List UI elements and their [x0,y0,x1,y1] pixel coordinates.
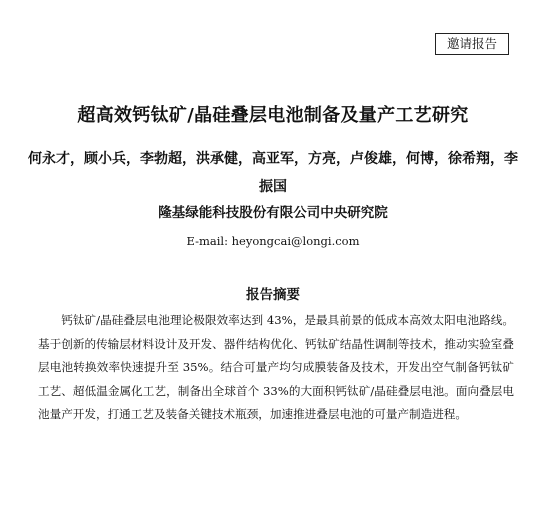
abstract-heading: 报告摘要 [246,287,300,303]
paper-title: 超高效钙钛矿/晶硅叠层电池制备及量产工艺研究 [77,105,469,126]
affiliation: 隆基绿能科技股份有限公司中央研究院 [158,205,388,221]
contact-email: E-mail: heyongcai@longi.com [186,234,360,248]
author-list: 何永才，顾小兵，李勃超，洪承健，高亚军，方亮，卢俊雄，何博，徐希翔，李振国 [28,151,518,195]
report-type-badge: 邀请报告 [435,33,509,55]
abstract-body: 钙钛矿/晶硅叠层电池理论极限效率达到 43%，是最具前景的低成本高效太阳电池路线。基于创新的传输层材料设计及开发、器件结构优化、钙钛矿结晶性调制等技术，推动实验室叠层电池转换效率快速提升至 35%。结合可量产均匀成膜装备及技术，开发出空气制备钙钛矿工艺、超低温金属化工艺，制备出全球首个 33%的大面积钙钛矿/晶硅叠层电池。面向叠层电池量产开发，打通工艺及装备关键技术瓶颈，加速推进叠层电池的可量产制造进程。 [38,313,514,422]
